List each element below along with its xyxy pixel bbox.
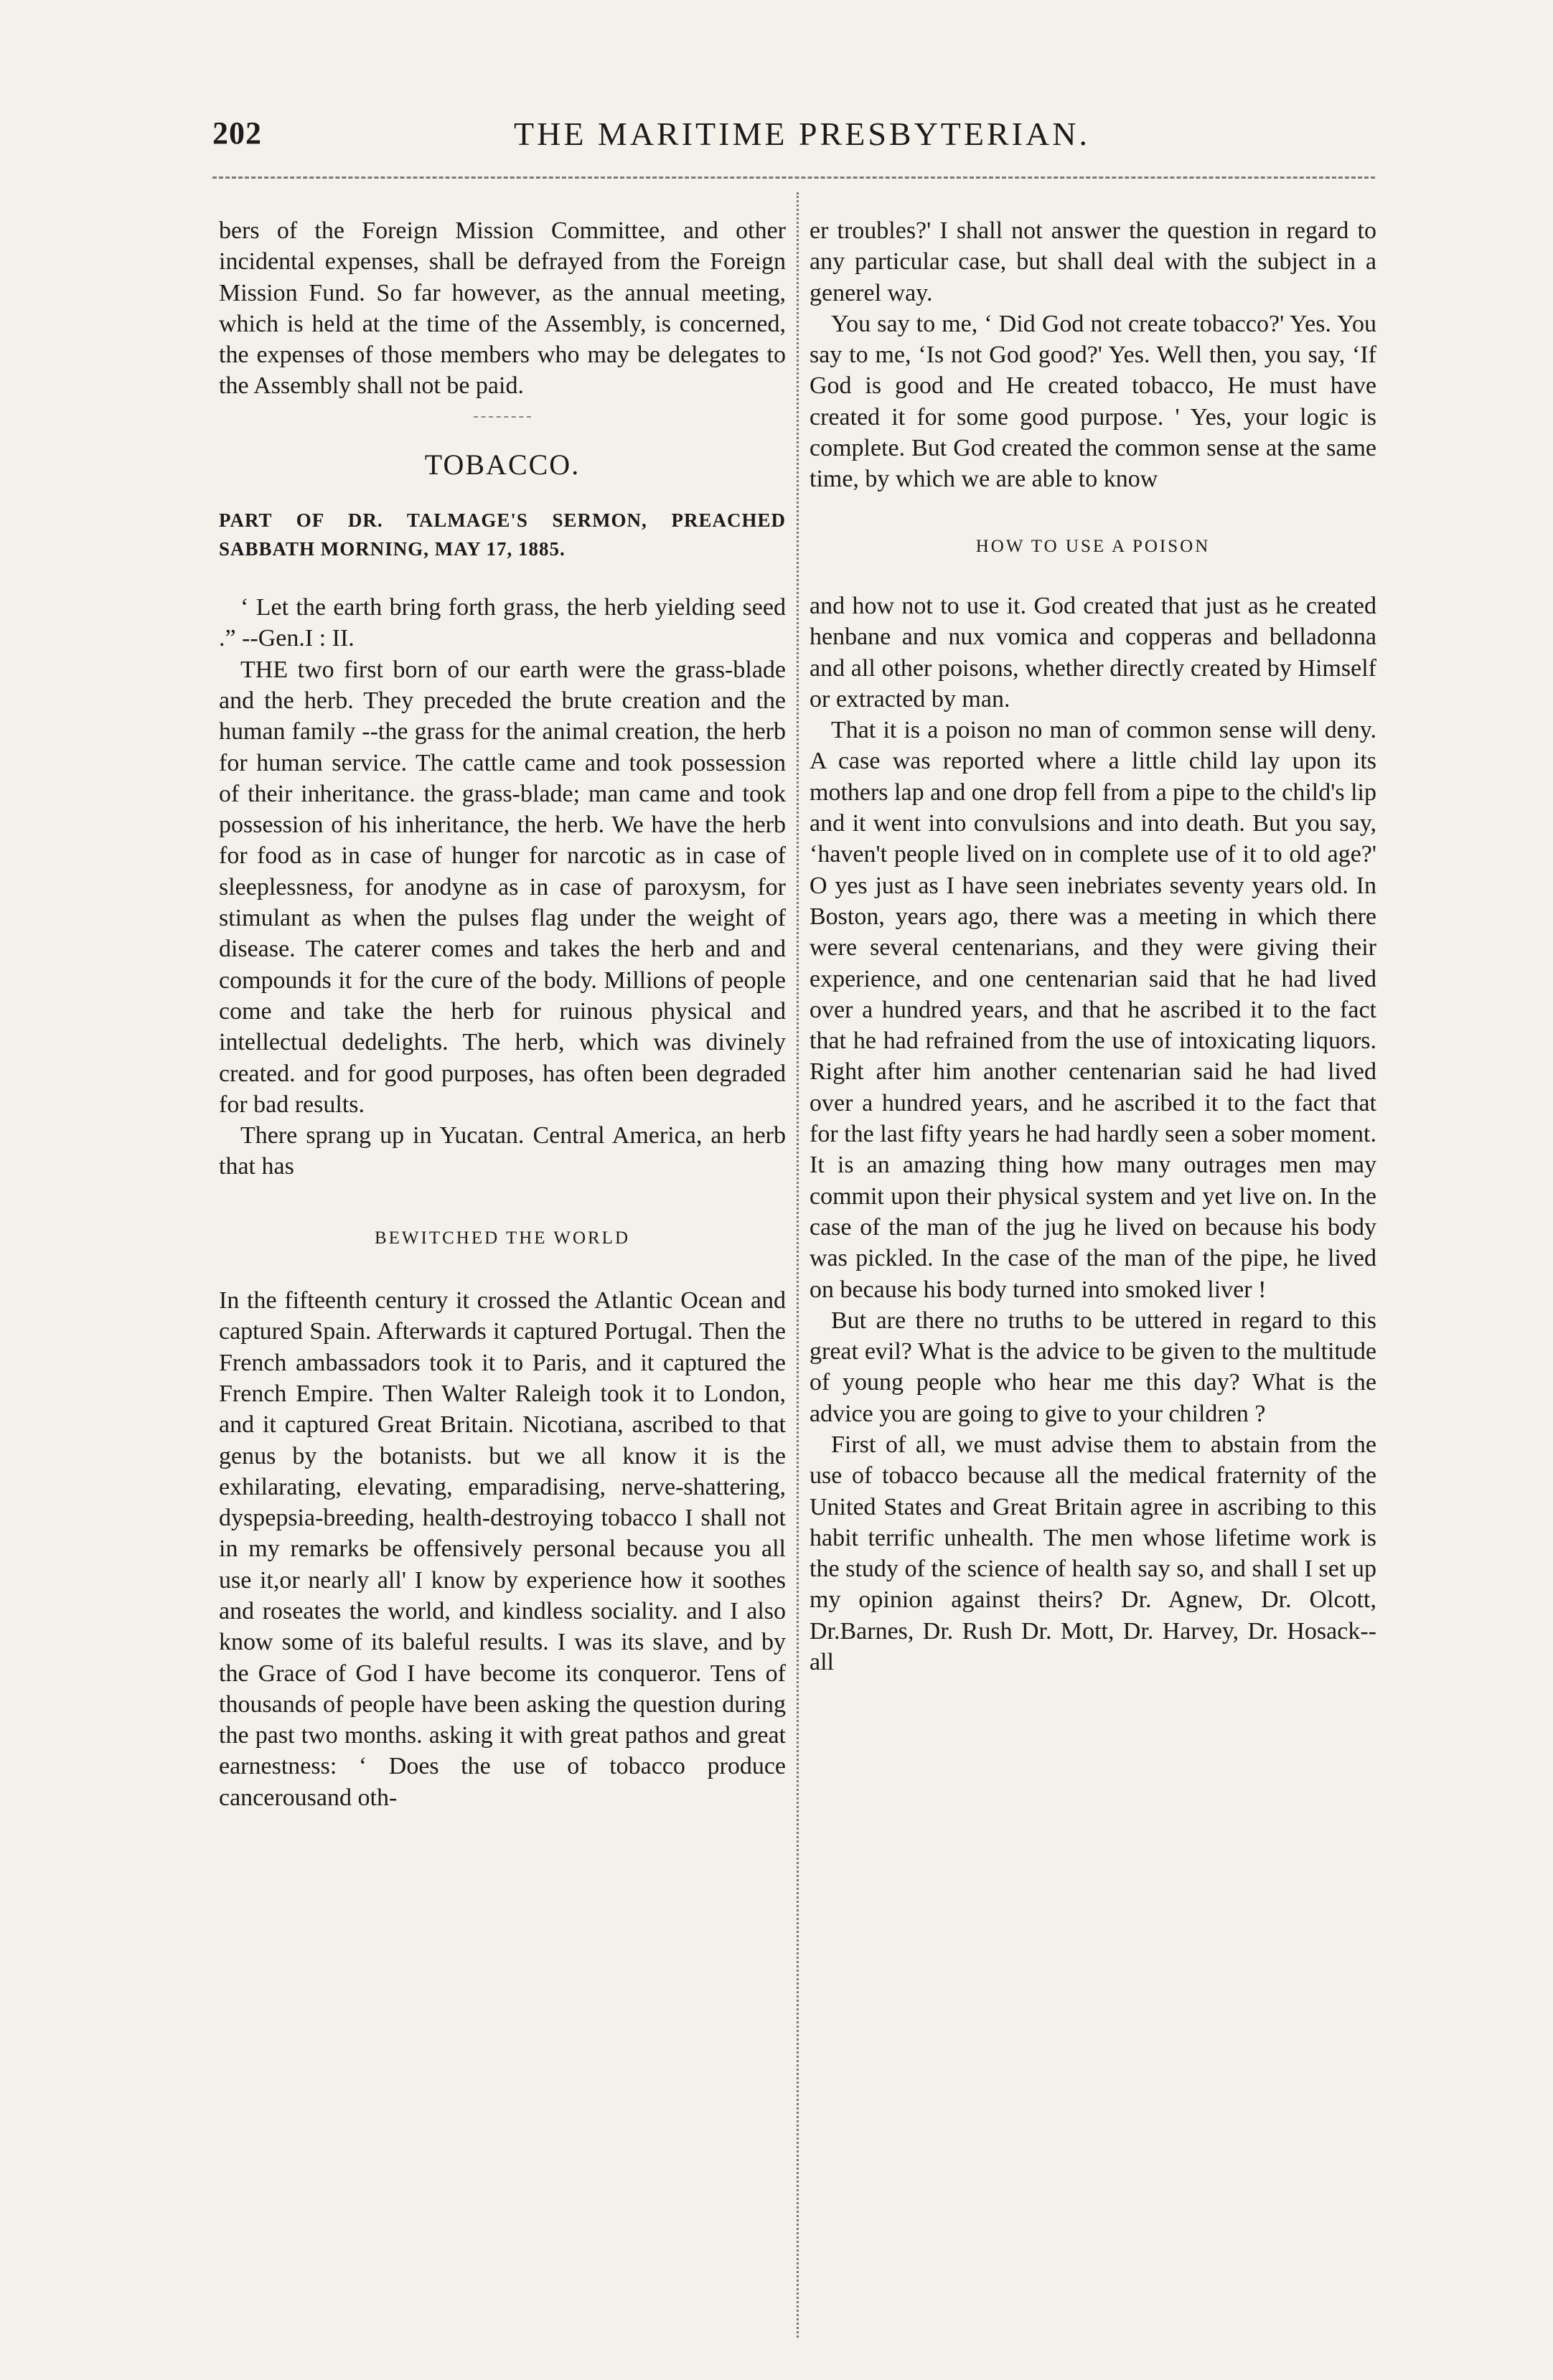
paragraph-continued: er troubles?' I shall not answer the question in regard to any particular case, but shall deal with the subject in a generel way. bbox=[810, 217, 1376, 306]
left-column bbox=[219, 215, 786, 1813]
paragraph-1: THE two first born of our earth were the grass-blade and the herb. They preceded the brute creation and the human family --the grass for the animal creation, the herb for human service. The cattle came and took possession of their inheritance. the grass-blade; man came and took possession of his inheritance, the herb. We have the herb for food as in case of hunger for narcotic as in case of sleeplessness, for anodyne as in case of paroxysm, for stimulant as when the pulses flag under the weight of disease. The caterer comes and takes the herb and and compounds it for the cure of the body. Millions of people come and take the herb for ruinous physical and intellectual dedelights. The herb, which was divinely created. and for good purposes, has often been degraded for bad results. bbox=[219, 656, 786, 1118]
article-subtitle: PART OF DR. TALMAGE'S SERMON, PREACHED SABBATH MORNING, MAY 17, 1885. bbox=[219, 509, 786, 560]
paragraph-3: That it is a poison no man of common sense will deny. A case was reported where a little child lay upon its mothers lap and one drop fell from a pipe to the child's lip and it went into convulsions and into death. But you say, ‘haven't people lived on in complete use of it to old age?' O yes just as I have seen inebriates seventy years old. In Boston, years ago, there was a meeting in which there were several centenarians, and they were giving their experience, and one centenarian said that he had lived over a hundred years, and that he ascribed it to the fact that he had refrained from the use of intoxicating liquors. Right after him another centenarian said he had lived over a hundred years, and he ascribed it to the fact that for the last fifty years he had hardly seen a sober moment. It is an amazing thing how many outrages men may commit upon their physical system and yet live on. In the case of the man of the jug he lived on because his body was pickled. In the case of the man of the pipe, he lived on because his body turned into smoked liver ! bbox=[810, 717, 1376, 1303]
page-header bbox=[212, 115, 1375, 158]
paragraph-2: and how not to use it. God created that just as he created henbane and nux vomica and copperas and belladonna and all other poisons, whether directly created by Himself or extracted by man. bbox=[810, 592, 1376, 712]
paragraph-3: In the fifteenth century it crossed the Atlantic Ocean and captured Spain. Afterwards it captured Portugal. Then the French ambassadors took it to Paris, and it captured the French Empire. Then Walter Raleigh took it to London, and it captured Great Britain. Nicotiana, ascribed to that genus by the botanists. but we all know it is the exhilarating, elevating, emparadising, nerve-shattering, dyspepsia-breeding, health-destroying tobacco I shall not in my remarks be offensively personal because you all use it,or nearly all' I know by experience how it soothes and roseates the world, and kindless sociality. and I also know some of its baleful results. I was its slave, and by the Grace of God I have become its conqueror. Tens of thousands of people have been asking the question during the past two months. asking it with great pathos and great earnestness: ‘ Does the use of tobacco produce cancerousand oth- bbox=[219, 1287, 786, 1811]
paragraph-4: But are there no truths to be uttered in regard to this great evil? What is the advice to be given to the multitude of young people who hear me this day? What is the advice you are going to give to your children ? bbox=[810, 1307, 1376, 1427]
paragraph-5: First of all, we must advise them to abstain from the use of tobacco because all the medical fraternity of the United States and Great Britain agree in ascribing to this habit terrific unhealth. The men whose lifetime work is the study of the science of health say so, and shall I set up my opinion against theirs? Dr. Agnew, Dr. Olcott, Dr.Barnes, Dr. Rush Dr. Mott, Dr. Harvey, Dr. Hosack--all bbox=[810, 1431, 1376, 1676]
paragraph-intro: bers of the Foreign Mission Committee, and other incidental expenses, shall be defrayed from the Foreign Mission Fund. So far however, as the annual meeting, which is held at the time of the Assembly, is concerned, the expenses of those members who may be delegates to the Assembly shall not be paid. bbox=[219, 217, 786, 400]
column-divider bbox=[797, 192, 799, 2338]
paragraph-2: There sprang up in Yucatan. Central America, an herb that has bbox=[219, 1122, 786, 1180]
subheading-poison: HOW TO USE A POISON bbox=[975, 536, 1211, 556]
section-divider bbox=[474, 416, 531, 418]
header-rule bbox=[212, 177, 1375, 179]
article-title: TOBACCO. bbox=[424, 448, 581, 481]
subheading-bewitched: BEWITCHED THE WORLD bbox=[374, 1228, 631, 1248]
page-number: 202 bbox=[212, 116, 262, 151]
running-head: THE MARITIME PRESBYTERIAN. bbox=[514, 116, 1090, 152]
scripture-quote: ‘ Let the earth bring forth grass, the herb yielding seed .” --Gen.I : II. bbox=[219, 594, 786, 652]
right-column bbox=[810, 215, 1376, 1678]
paragraph-1: You say to me, ‘ Did God not create tobacco?' Yes. You say to me, ‘Is not God good?' Yes. Well then, you say, ‘If God is good and He created tobacco, He must have created it for some good purpose. ' Yes, your logic is complete. But God created the common sense at the same time, by which we are able to know bbox=[810, 310, 1376, 493]
